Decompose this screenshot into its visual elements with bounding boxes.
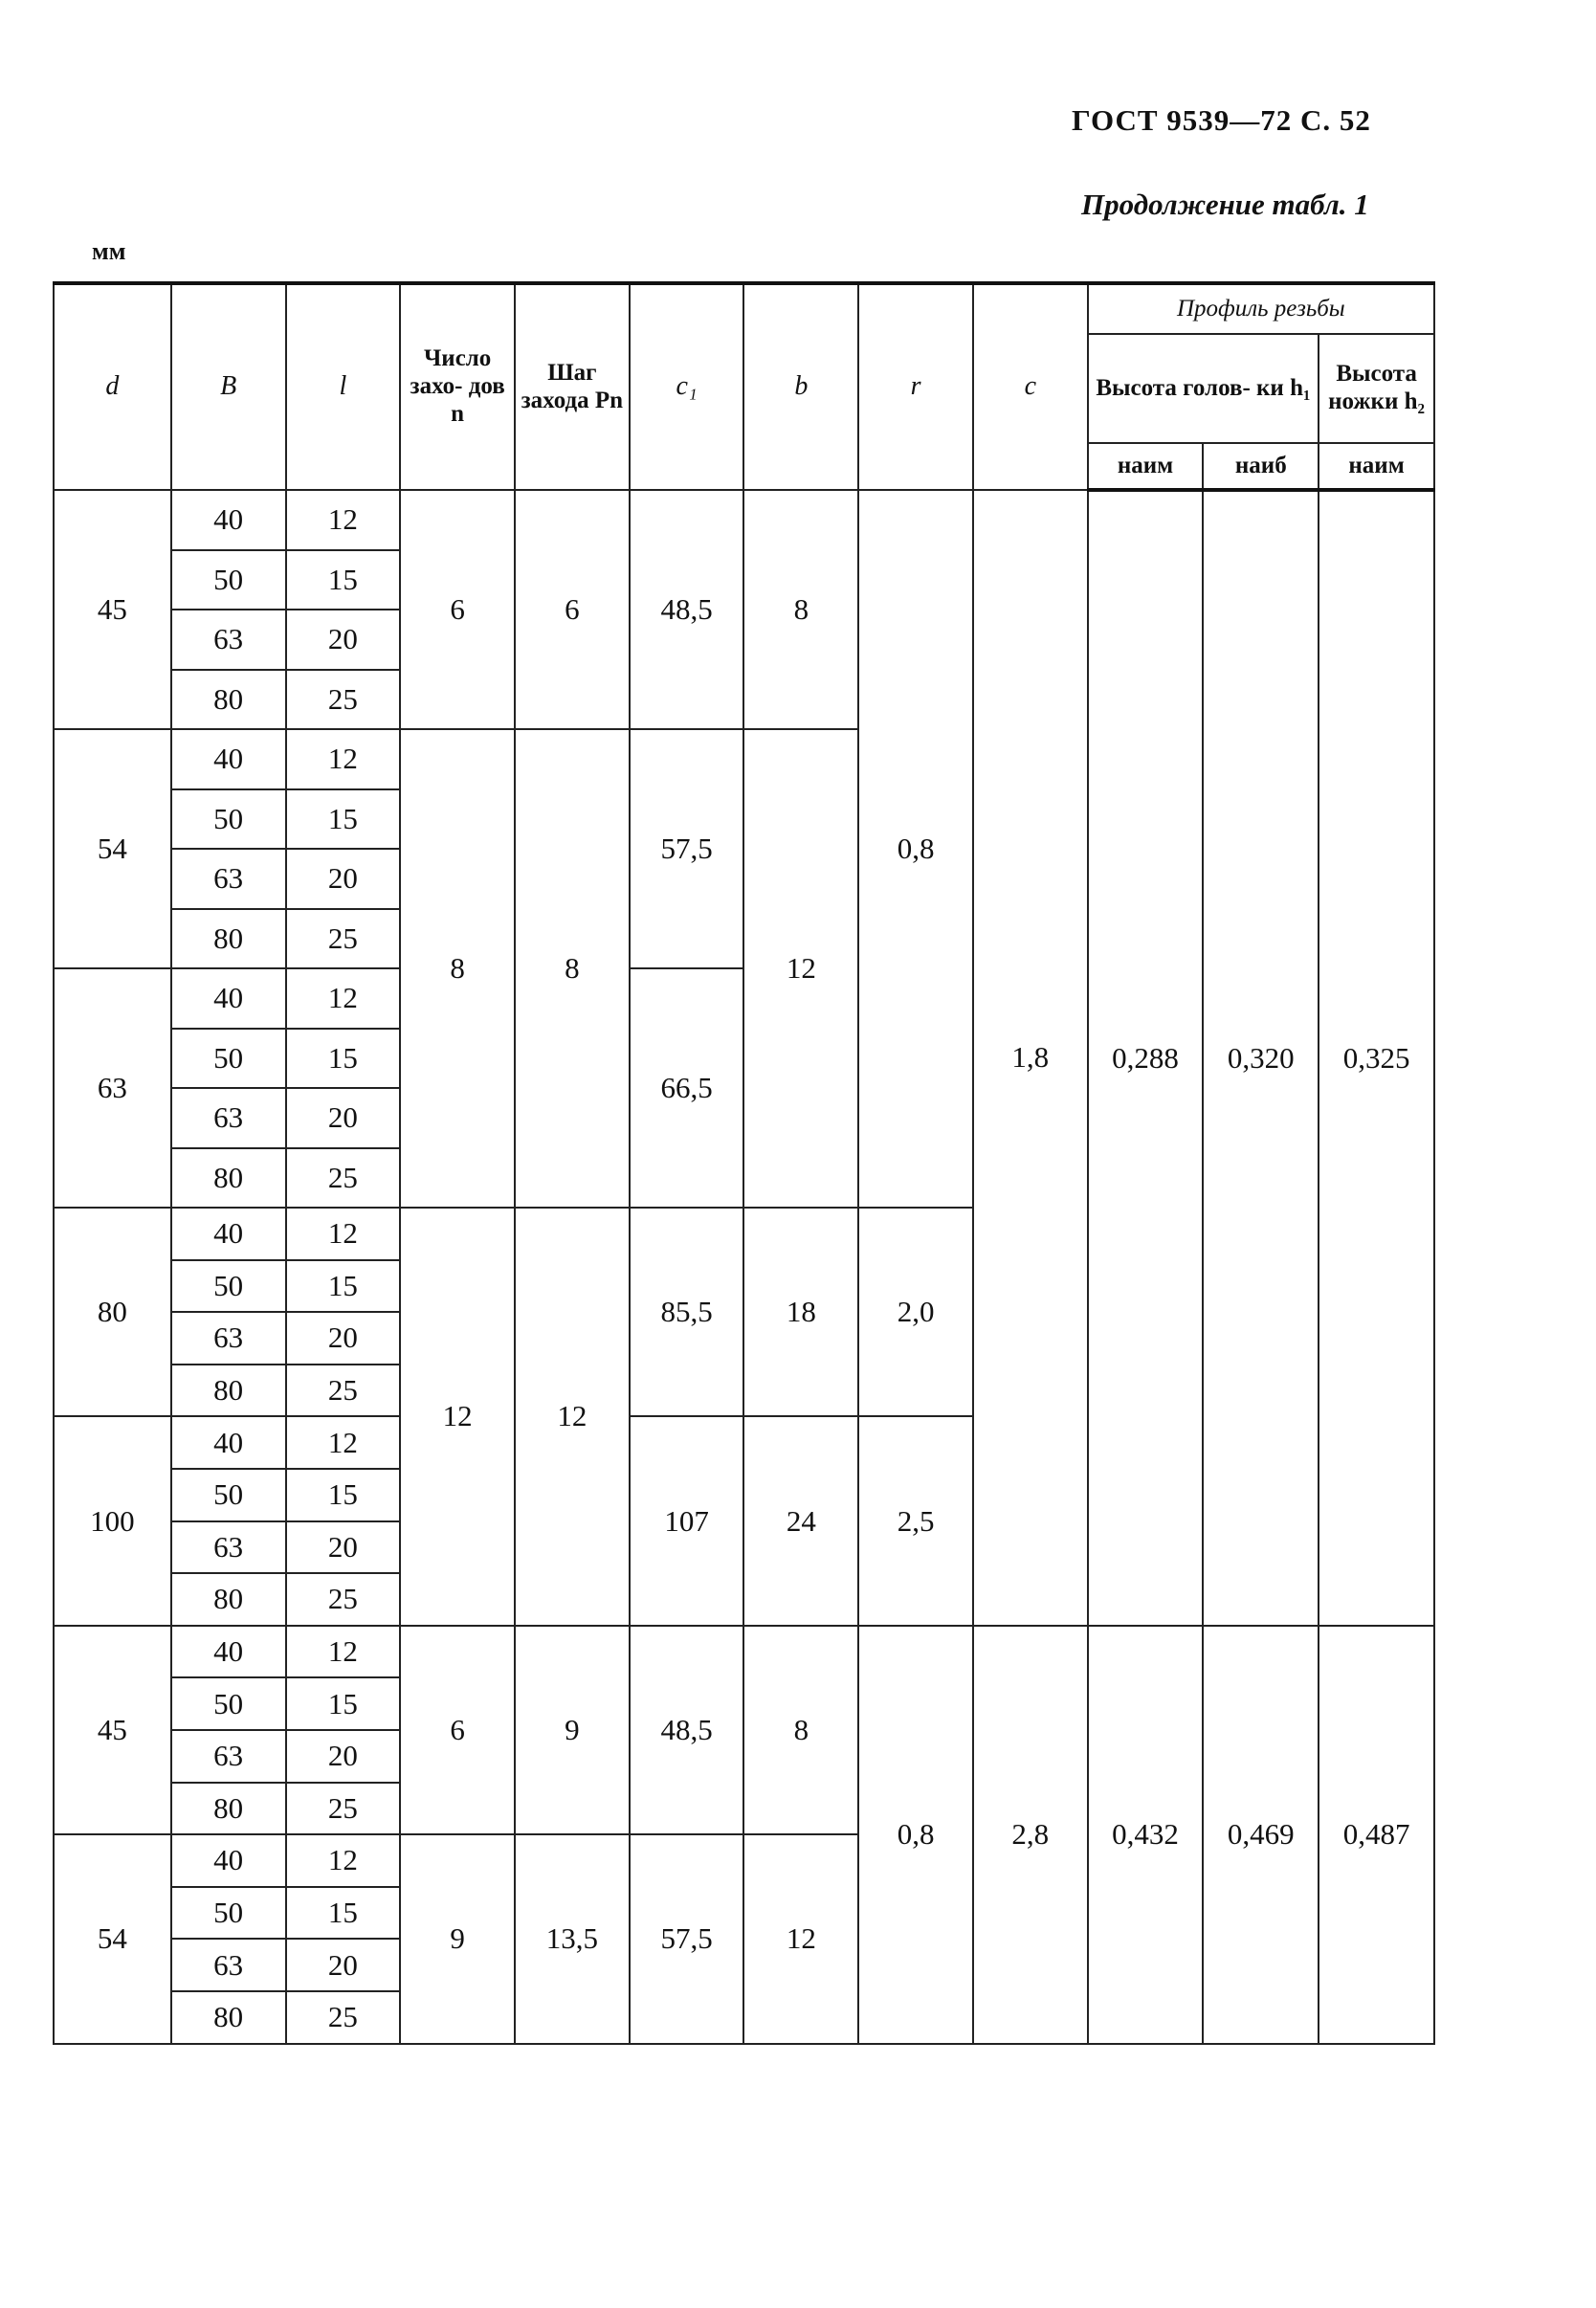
unit-label: мм <box>92 237 126 265</box>
lead-cell: 13,5 <box>515 1834 630 2043</box>
col-header-h1: Высота голов- ки h₁ <box>1088 334 1319 443</box>
B-cell: 40 <box>171 490 286 550</box>
standard-number: ГОСТ 9539—72 С. 52 <box>1072 103 1371 137</box>
l-cell: 20 <box>286 610 401 670</box>
l-cell: 20 <box>286 1521 401 1574</box>
l-cell: 12 <box>286 1626 401 1678</box>
l-cell: 25 <box>286 1783 401 1835</box>
l-cell: 12 <box>286 729 401 789</box>
B-cell: 50 <box>171 1029 286 1089</box>
starts-cell: 8 <box>400 729 515 1208</box>
col-header-c: c <box>973 283 1088 490</box>
b-cell: 18 <box>743 1208 858 1416</box>
B-cell: 63 <box>171 1312 286 1365</box>
B-cell: 40 <box>171 1834 286 1887</box>
B-cell: 63 <box>171 1521 286 1574</box>
d-cell: 54 <box>54 1834 171 2043</box>
d-cell: 100 <box>54 1416 171 1625</box>
c1-cell: 57,5 <box>630 1834 744 2043</box>
B-cell: 63 <box>171 1088 286 1148</box>
B-cell: 80 <box>171 1991 286 2044</box>
h2-min-cell: 0,487 <box>1319 1626 1434 2044</box>
B-cell: 50 <box>171 1677 286 1730</box>
b-cell: 24 <box>743 1416 858 1625</box>
l-cell: 15 <box>286 1677 401 1730</box>
thread-table <box>53 281 1435 2045</box>
col-header-d: d <box>54 283 171 490</box>
col-header-b: b <box>743 283 858 490</box>
l-cell: 15 <box>286 1029 401 1089</box>
c1-cell: 66,5 <box>630 968 744 1208</box>
B-cell: 63 <box>171 1730 286 1783</box>
col-header-l: l <box>286 283 401 490</box>
col-header-r: r <box>858 283 973 490</box>
h1-min-cell: 0,288 <box>1088 490 1204 1626</box>
l-cell: 20 <box>286 1730 401 1783</box>
r-cell: 2,0 <box>858 1208 973 1416</box>
l-cell: 12 <box>286 1416 401 1469</box>
c-cell: 1,8 <box>973 490 1088 1626</box>
B-cell: 63 <box>171 610 286 670</box>
l-cell: 12 <box>286 968 401 1029</box>
table-continuation-label: Продолжение табл. 1 <box>1081 188 1369 221</box>
l-cell: 12 <box>286 490 401 550</box>
starts-cell: 6 <box>400 1626 515 1834</box>
col-header-profile: Профиль резьбы <box>1088 283 1434 334</box>
B-cell: 63 <box>171 849 286 909</box>
l-cell: 15 <box>286 550 401 610</box>
b-cell: 8 <box>743 1626 858 1834</box>
l-cell: 12 <box>286 1834 401 1887</box>
B-cell: 50 <box>171 1887 286 1940</box>
l-cell: 20 <box>286 849 401 909</box>
B-cell: 80 <box>171 1573 286 1626</box>
l-cell: 20 <box>286 1088 401 1148</box>
B-cell: 80 <box>171 1783 286 1835</box>
h2-min-cell: 0,325 <box>1319 490 1434 1626</box>
starts-cell: 12 <box>400 1208 515 1626</box>
B-cell: 50 <box>171 1260 286 1313</box>
B-cell: 40 <box>171 968 286 1029</box>
B-cell: 40 <box>171 1626 286 1678</box>
l-cell: 25 <box>286 1991 401 2044</box>
d-cell: 63 <box>54 968 171 1208</box>
B-cell: 50 <box>171 789 286 850</box>
l-cell: 25 <box>286 1573 401 1626</box>
l-cell: 25 <box>286 1365 401 1417</box>
col-header-h2-min: наим <box>1319 443 1434 490</box>
col-header-lead: Шаг захода Pn <box>515 283 630 490</box>
l-cell: 25 <box>286 909 401 969</box>
c1-cell: 107 <box>630 1416 744 1625</box>
r-cell: 2,5 <box>858 1416 973 1625</box>
col-header-h1-max: наиб <box>1203 443 1319 490</box>
b-cell: 8 <box>743 490 858 729</box>
c-cell: 2,8 <box>973 1626 1088 2044</box>
B-cell: 50 <box>171 550 286 610</box>
lead-cell: 6 <box>515 490 630 729</box>
h1-max-cell: 0,469 <box>1203 1626 1319 2044</box>
B-cell: 80 <box>171 1365 286 1417</box>
B-cell: 40 <box>171 1416 286 1469</box>
B-cell: 63 <box>171 1939 286 1991</box>
col-header-h2: Высота ножки h₂ <box>1319 334 1434 443</box>
l-cell: 12 <box>286 1208 401 1260</box>
B-cell: 80 <box>171 1148 286 1209</box>
B-cell: 80 <box>171 670 286 730</box>
h1-min-cell: 0,432 <box>1088 1626 1204 2044</box>
l-cell: 20 <box>286 1939 401 1991</box>
d-cell: 45 <box>54 490 171 729</box>
lead-cell: 8 <box>515 729 630 1208</box>
l-cell: 15 <box>286 1887 401 1940</box>
d-cell: 80 <box>54 1208 171 1416</box>
starts-cell: 9 <box>400 1834 515 2043</box>
b-cell: 12 <box>743 729 858 1208</box>
l-cell: 25 <box>286 670 401 730</box>
lead-cell: 9 <box>515 1626 630 1834</box>
lead-cell: 12 <box>515 1208 630 1626</box>
l-cell: 15 <box>286 1469 401 1521</box>
c1-cell: 48,5 <box>630 1626 744 1834</box>
c1-cell: 48,5 <box>630 490 744 729</box>
c1-cell: 57,5 <box>630 729 744 968</box>
r-cell: 0,8 <box>858 490 973 1208</box>
r-cell: 0,8 <box>858 1626 973 2044</box>
d-cell: 45 <box>54 1626 171 1834</box>
col-header-c1: c₁ <box>630 283 744 490</box>
starts-cell: 6 <box>400 490 515 729</box>
B-cell: 40 <box>171 1208 286 1260</box>
l-cell: 20 <box>286 1312 401 1365</box>
c1-cell: 85,5 <box>630 1208 744 1416</box>
h1-max-cell: 0,320 <box>1203 490 1319 1626</box>
col-header-starts: Число захо- дов n <box>400 283 515 490</box>
B-cell: 50 <box>171 1469 286 1521</box>
col-header-h1-min: наим <box>1088 443 1204 490</box>
l-cell: 15 <box>286 1260 401 1313</box>
col-header-B: B <box>171 283 286 490</box>
d-cell: 54 <box>54 729 171 968</box>
B-cell: 80 <box>171 909 286 969</box>
l-cell: 15 <box>286 789 401 850</box>
l-cell: 25 <box>286 1148 401 1209</box>
B-cell: 40 <box>171 729 286 789</box>
b-cell: 12 <box>743 1834 858 2043</box>
